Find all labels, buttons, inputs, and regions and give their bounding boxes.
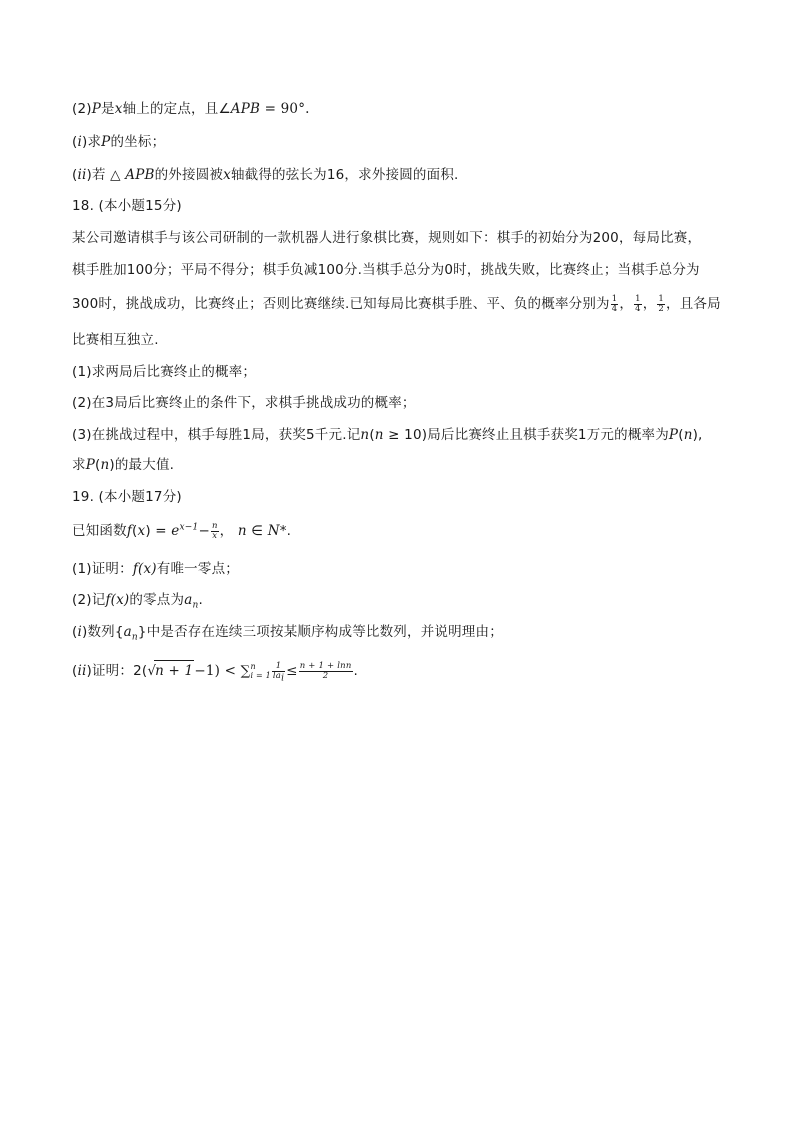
math-x: x: [114, 101, 123, 117]
text: 的坐标；: [110, 134, 166, 150]
text: (: [72, 134, 78, 150]
text: .: [353, 663, 358, 679]
fraction-rhs: $\frac{n + 1 + \ln n}{2}$: [299, 660, 352, 681]
text: )的最大值.: [109, 457, 175, 473]
fraction-win: $\frac{1}{4}$: [611, 293, 618, 314]
math-P: P: [91, 101, 102, 117]
math-n: n: [100, 457, 110, 473]
separator: ，: [642, 296, 657, 312]
math-ii: ii: [77, 167, 87, 183]
text: 轴截得的弦长为16，求外接圆的面积.: [230, 167, 459, 183]
math-fx: f(x): [132, 561, 157, 577]
math-n: n: [360, 427, 370, 443]
text: }中是否存在连续三项按某顺序构成等比数列，并说明理由；: [137, 624, 503, 640]
text: 有唯一零点；: [156, 561, 239, 577]
q19-function-definition: [72, 521, 291, 541]
text: 的零点为: [129, 592, 185, 608]
text: (1)证明：: [72, 561, 133, 577]
text: (: [132, 523, 138, 539]
sqrt-body: n + 1: [154, 660, 194, 681]
q19-sub2: [72, 590, 203, 610]
text: 300时，挑战成功，比赛终止；否则比赛继续.已知每局比赛棋手胜、平、负的概率分别为: [72, 296, 610, 312]
text: .: [198, 592, 203, 608]
text: ≤: [286, 663, 298, 679]
text: ，且各局: [666, 296, 721, 312]
text: (: [72, 167, 78, 183]
math-subscript-n: n: [131, 632, 138, 643]
math-fx: f(x): [105, 592, 130, 608]
text: 求: [72, 457, 86, 473]
question-18-heading: 18. (本小题15分): [72, 198, 182, 214]
q18-paragraph-line-1: 某公司邀请棋手与该公司研制的一款机器人进行象棋比赛，规则如下：棋手的初始分为200，每局比赛，: [72, 230, 702, 246]
fraction-n-over-x: $\frac{n}{x}$: [211, 520, 218, 541]
text: ≥ 10)局后比赛终止且棋手获奖1万元的概率为: [383, 427, 669, 443]
math-exponent: x−1: [179, 522, 199, 533]
text: )数列{: [82, 624, 124, 640]
minus: −: [198, 523, 210, 539]
text: 已知函数: [72, 523, 127, 539]
text: (2): [72, 101, 92, 117]
math-x: x: [137, 523, 146, 539]
text: (2)记: [72, 592, 106, 608]
q19-sub2-ii: [72, 660, 358, 684]
math-P: P: [101, 134, 111, 150]
math-ii: ii: [77, 663, 87, 679]
text: ),: [692, 427, 703, 443]
text: (: [678, 427, 684, 443]
q19-sub2-i: [72, 622, 503, 642]
text: (: [369, 427, 375, 443]
math-N: N: [267, 523, 280, 539]
q18-sub3-line-2: [72, 455, 174, 475]
math-APB: APB: [230, 101, 261, 117]
q17-part2-line: [72, 99, 310, 119]
math-subscript-n: n: [192, 600, 199, 611]
text: = 90°.: [260, 101, 310, 117]
text: ，: [219, 523, 238, 539]
math-i: i: [77, 624, 82, 640]
fraction-sum-term: $\frac{1}{la_i}$: [272, 660, 285, 684]
math-a: a: [123, 624, 132, 640]
q19-sub1: [72, 559, 239, 579]
math-APB: APB: [125, 167, 155, 183]
q18-paragraph-line-3: [72, 294, 721, 314]
math-n: n: [683, 427, 693, 443]
fraction-loss: $\frac{1}{2}$: [658, 293, 664, 314]
text: *.: [279, 523, 292, 539]
text: (: [72, 663, 78, 679]
text: 的外接圆被: [154, 167, 224, 183]
text: )证明：2(: [86, 663, 148, 679]
math-P: P: [668, 427, 679, 443]
sqrt-sign: √: [147, 663, 157, 679]
q18-sub1: (1)求两局后比赛终止的概率；: [72, 364, 257, 380]
q17-part2-ii-line: [72, 165, 459, 185]
text: (3)在挑战过程中，棋手每胜1局，获奖5千元.记: [72, 427, 361, 443]
math-i: i: [77, 134, 82, 150]
math-n: n: [374, 427, 384, 443]
text: −1) < ∑: [194, 663, 251, 679]
text: ∈: [246, 523, 268, 539]
text: (: [95, 457, 101, 473]
q17-part2-i-line: [72, 132, 165, 152]
text: (: [72, 624, 78, 640]
q18-paragraph-line-4: 比赛相互独立.: [72, 332, 159, 348]
q18-paragraph-line-2: 棋手胜加100分；平局不得分；棋手负减100分.当棋手总分为0时，挑战失败，比赛终止；当棋手总分为: [72, 262, 700, 278]
fraction-draw: $\frac{1}{4}$: [635, 293, 641, 314]
math-f: f: [126, 523, 133, 539]
math-a: a: [184, 592, 193, 608]
math-P: P: [85, 457, 95, 473]
math-x: x: [223, 167, 231, 183]
math-e: e: [171, 523, 180, 539]
text: )求: [82, 134, 102, 150]
math-n: n: [237, 523, 247, 539]
sum-limits: n i = 1: [250, 662, 271, 680]
question-19-heading: 19. (本小题17分): [72, 489, 182, 505]
q18-sub3-line-1: [72, 425, 703, 445]
q18-sub2: (2)在3局后比赛终止的条件下，求棋手挑战成功的概率；: [72, 395, 416, 411]
text: 是: [101, 101, 115, 117]
text: ) =: [145, 523, 172, 539]
text: )若 △: [86, 167, 126, 183]
text: 轴上的定点，且∠: [122, 101, 231, 117]
separator: ，: [619, 296, 634, 312]
